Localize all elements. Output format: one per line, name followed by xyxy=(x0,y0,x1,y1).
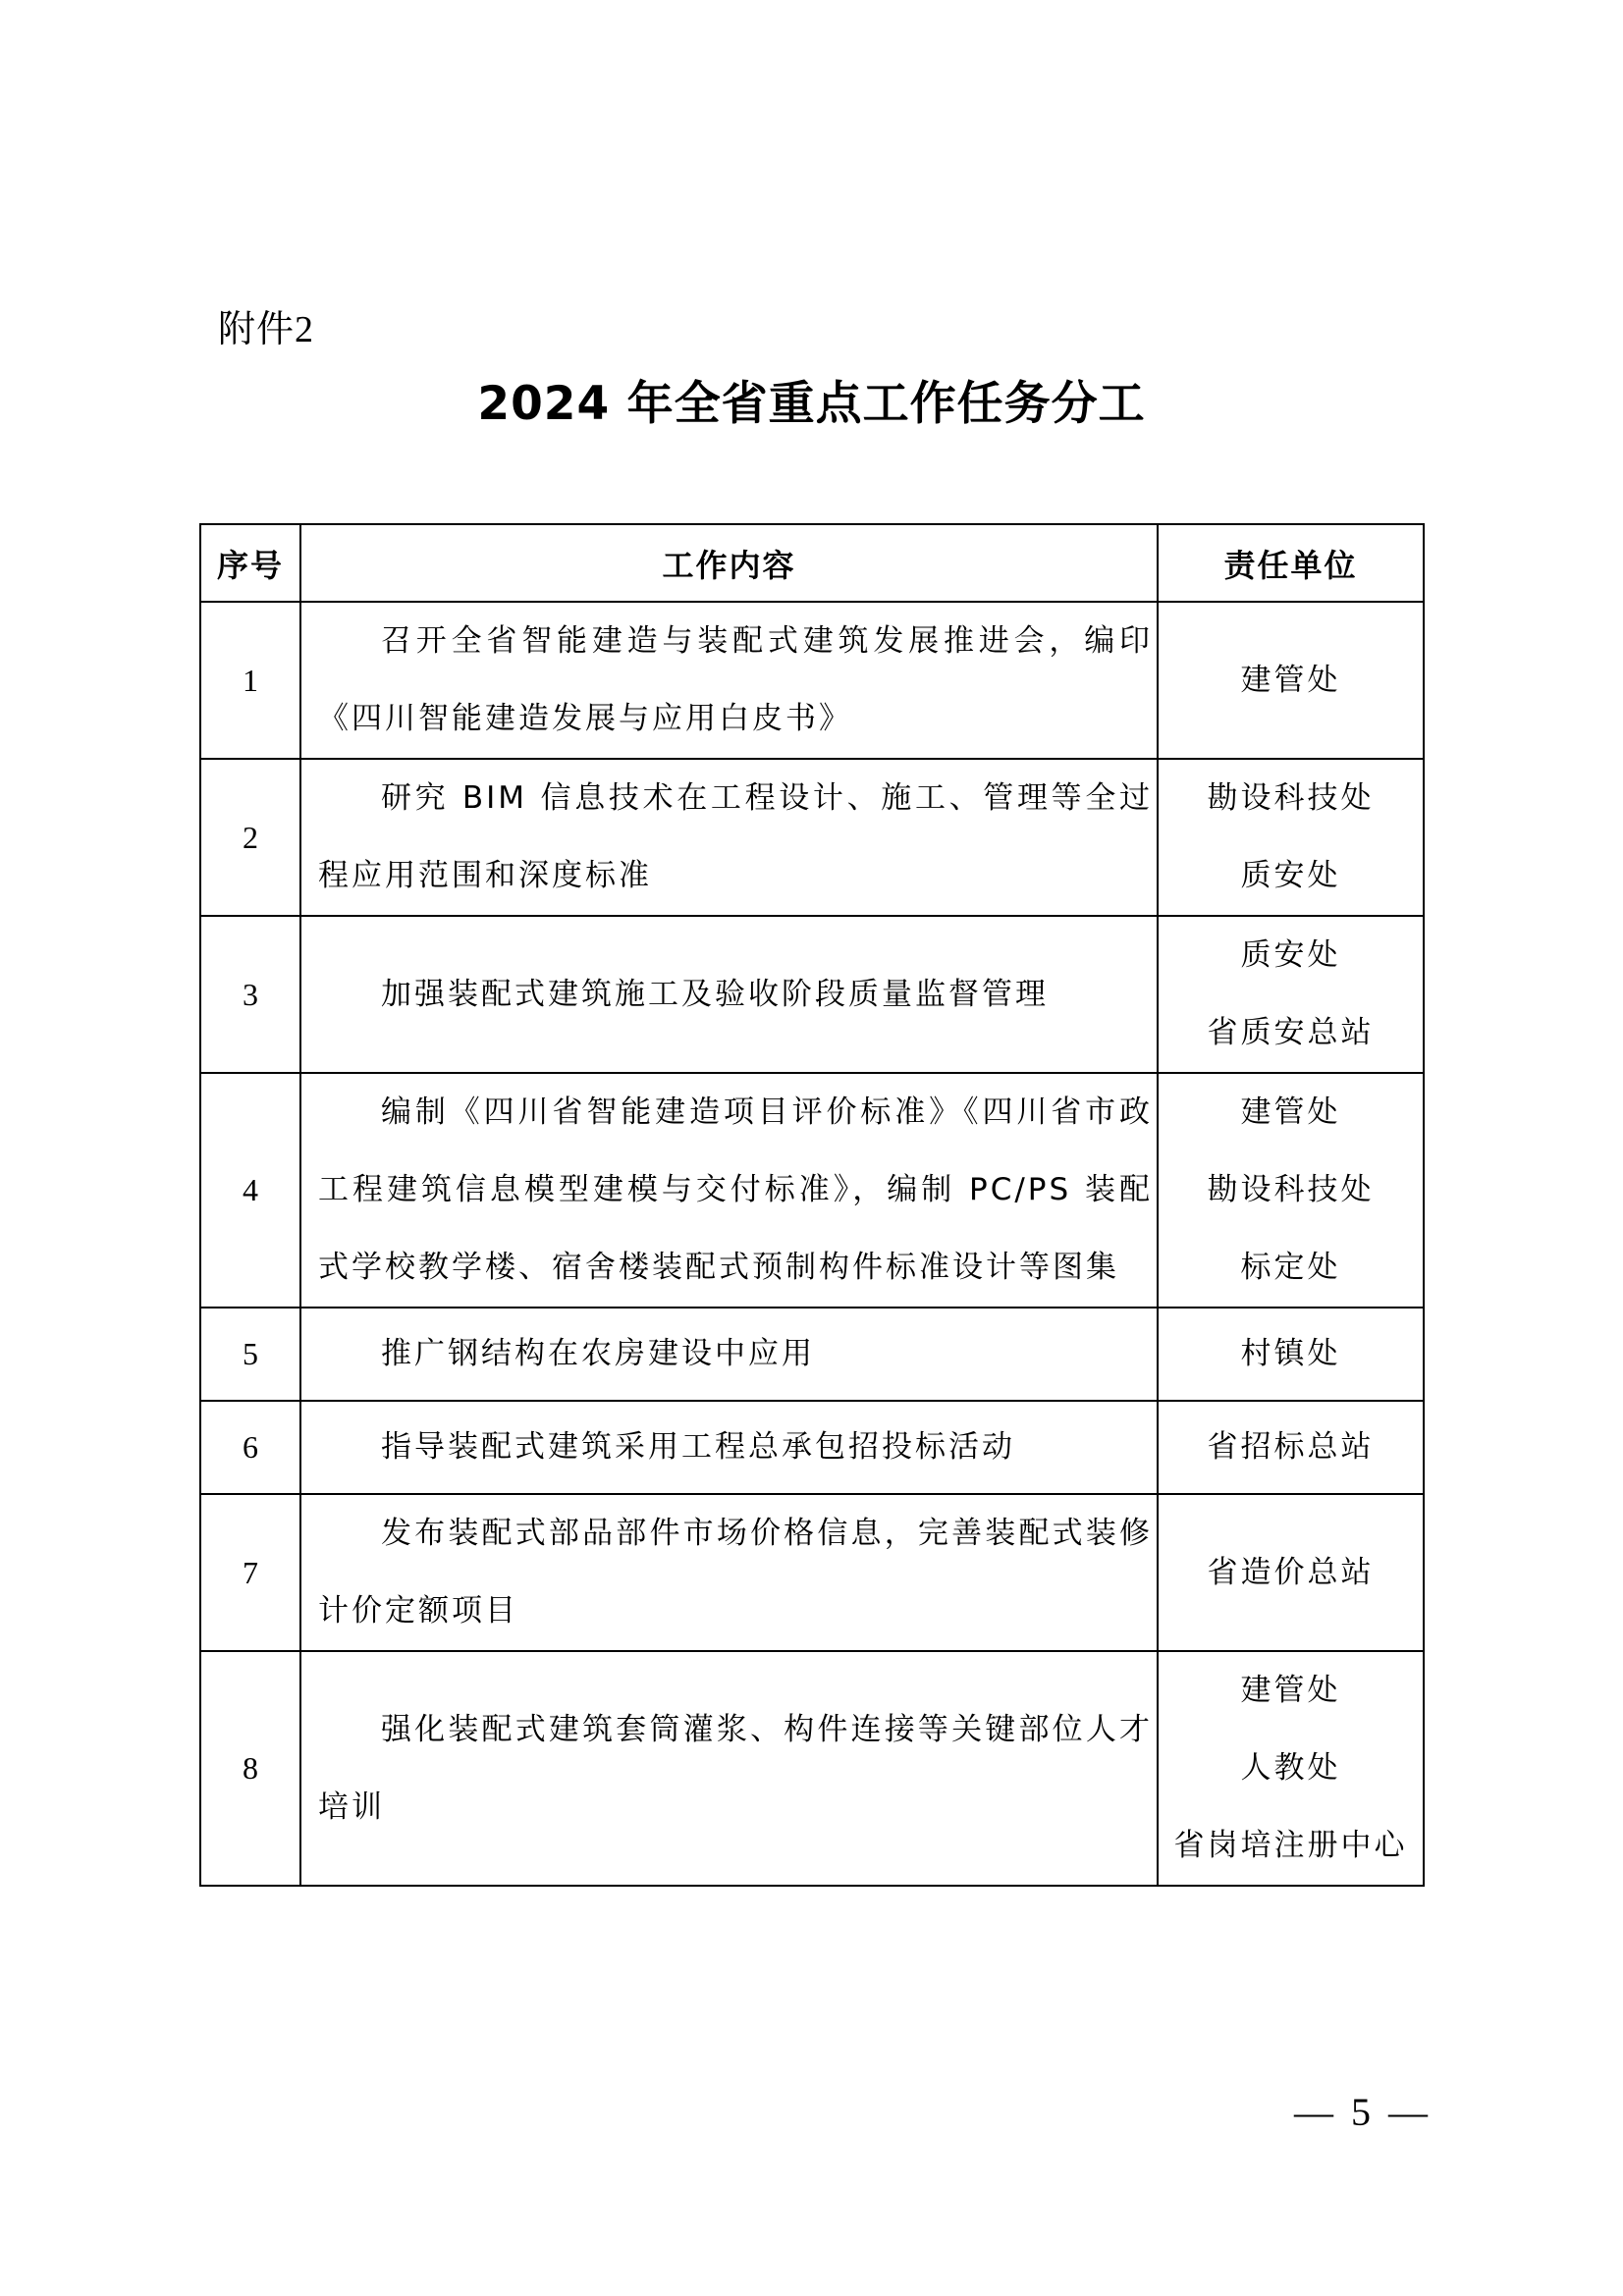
responsible-unit: 省招标总站 xyxy=(1207,1429,1375,1465)
document-title: 2024 年全省重点工作任务分工 xyxy=(477,377,1146,431)
work-content: 指导装配式建筑采用工程总承包招投标活动 xyxy=(300,1401,1158,1494)
row-number: 8 xyxy=(200,1651,300,1886)
table-row xyxy=(200,1494,1424,1651)
responsible-unit: 村镇处 xyxy=(1240,1336,1341,1371)
responsible-unit: 人教处 xyxy=(1240,1750,1341,1786)
responsible-unit: 质安处 xyxy=(1240,937,1341,973)
responsible-units xyxy=(1158,916,1424,1073)
responsible-units xyxy=(1158,602,1424,759)
responsible-unit: 省质安总站 xyxy=(1207,1015,1375,1050)
table-header-row xyxy=(200,524,1424,602)
row-number: 7 xyxy=(200,1494,300,1651)
responsible-units xyxy=(1158,1401,1424,1494)
page-number: — 5 — xyxy=(1294,2090,1432,2134)
table-row xyxy=(200,1308,1424,1401)
row-number: 4 xyxy=(200,1073,300,1308)
responsible-units xyxy=(1158,759,1424,916)
attachment-prefix: 附件 xyxy=(218,307,296,350)
responsible-unit: 标定处 xyxy=(1240,1250,1341,1285)
row-number: 3 xyxy=(200,916,300,1073)
responsible-units xyxy=(1158,1651,1424,1886)
row-number: 2 xyxy=(200,759,300,916)
work-content: 发布装配式部品部件市场价格信息，完善装配式装修计价定额项目 xyxy=(300,1494,1158,1651)
responsible-unit: 建管处 xyxy=(1240,1095,1341,1130)
work-content: 研究 BIM 信息技术在工程设计、施工、管理等全过程应用范围和深度标准 xyxy=(300,759,1158,916)
row-number: 1 xyxy=(200,602,300,759)
work-content: 编制《四川省智能建造项目评价标准》《四川省市政工程建筑信息模型建模与交付标准》，编制 PC/PS 装配式学校教学楼、宿舍楼装配式预制构件标准设计等图集 xyxy=(300,1073,1158,1308)
work-content: 强化装配式建筑套筒灌浆、构件连接等关键部位人才培训 xyxy=(300,1651,1158,1886)
work-content: 召开全省智能建造与装配式建筑发展推进会，编印《四川智能建造发展与应用白皮书》 xyxy=(300,602,1158,759)
responsible-units xyxy=(1158,1073,1424,1308)
row-number: 6 xyxy=(200,1401,300,1494)
attachment-number: 2 xyxy=(295,309,315,350)
responsible-units xyxy=(1158,1494,1424,1651)
responsible-unit: 质安处 xyxy=(1240,858,1341,893)
responsible-units xyxy=(1158,1308,1424,1401)
table-row xyxy=(200,916,1424,1073)
header-no: 序号 xyxy=(200,524,300,602)
row-number: 5 xyxy=(200,1308,300,1401)
responsible-unit: 勘设科技处 xyxy=(1207,1172,1375,1207)
header-unit: 责任单位 xyxy=(1158,524,1424,602)
work-content: 推广钢结构在农房建设中应用 xyxy=(300,1308,1158,1401)
header-content: 工作内容 xyxy=(300,524,1158,602)
responsible-unit: 省造价总站 xyxy=(1207,1554,1375,1590)
responsible-unit: 省岗培注册中心 xyxy=(1173,1828,1408,1863)
table-row xyxy=(200,1073,1424,1308)
table-row xyxy=(200,759,1424,916)
table-row xyxy=(200,1401,1424,1494)
responsible-unit: 勘设科技处 xyxy=(1207,780,1375,816)
table-body xyxy=(200,602,1424,1886)
responsible-unit: 建管处 xyxy=(1240,1673,1341,1708)
task-table xyxy=(199,523,1425,1887)
attachment-label xyxy=(218,306,314,352)
work-content: 加强装配式建筑施工及验收阶段质量监督管理 xyxy=(300,916,1158,1073)
responsible-unit: 建管处 xyxy=(1240,662,1341,698)
table-row xyxy=(200,1651,1424,1886)
table-row xyxy=(200,602,1424,759)
